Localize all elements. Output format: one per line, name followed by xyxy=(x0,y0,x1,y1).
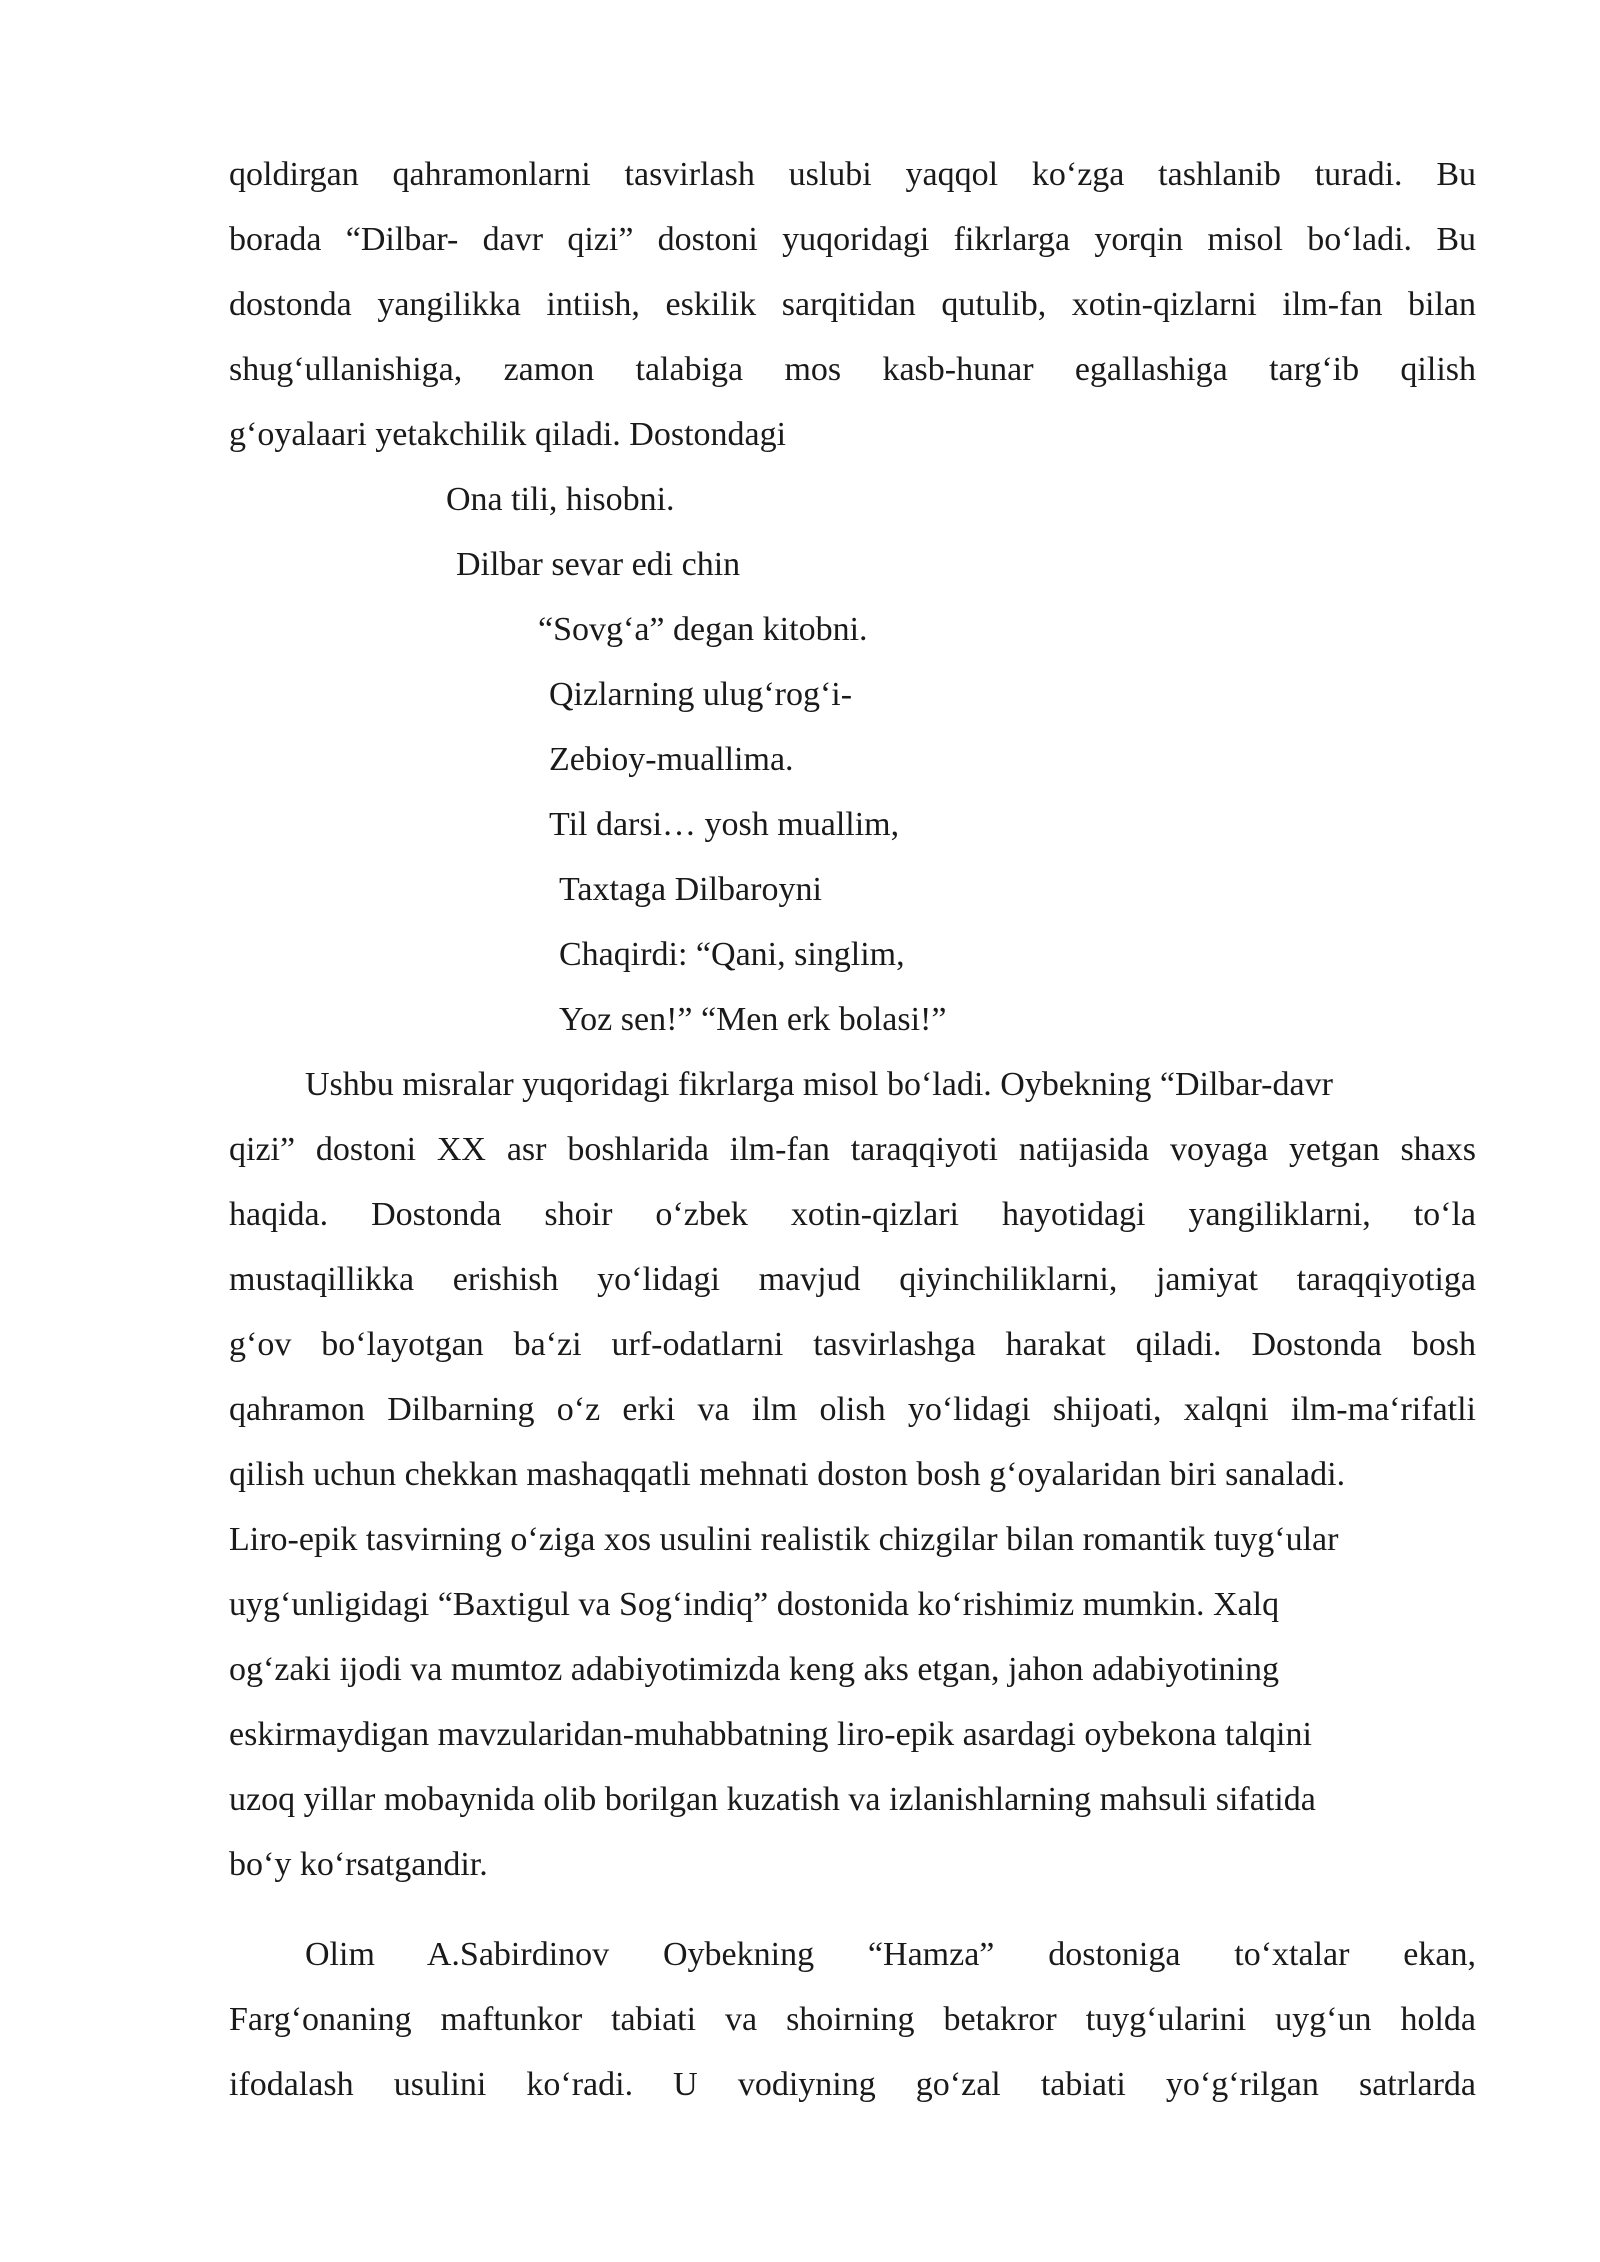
text-line: qoldirgan qahramonlarni tasvirlash uslubi yaqqol ko‘zga tashlanib turadi. Bu xyxy=(229,156,1476,193)
verse-line: Zebioy-muallima. xyxy=(549,741,794,778)
verse-line: Dilbar sevar edi chin xyxy=(456,546,741,583)
text-line: shug‘ullanishiga, zamon talabiga mos kasb-hunar egallashiga targ‘ib qilish xyxy=(229,351,1476,388)
text-line: qahramon Dilbarning o‘z erki va ilm olish yo‘lidagi shijoati, xalqni ilm-ma‘rifatli xyxy=(229,1391,1476,1428)
verse-line: Taxtaga Dilbaroyni xyxy=(559,871,822,908)
text-line: Ushbu misralar yuqoridagi fikrlarga misol bo‘ladi. Oybekning “Dilbar-davr xyxy=(305,1066,1333,1103)
paragraph-3 xyxy=(229,1922,1476,2117)
text-line: og‘zaki ijodi va mumtoz adabiyotimizda keng aks etgan, jahon adabiyotining xyxy=(229,1651,1279,1688)
text-line: eskirmaydigan mavzularidan-muhabbatning liro-epik asardagi oybekona talqini xyxy=(229,1716,1312,1753)
text-line: Liro-epik tasvirning o‘ziga xos usulini realistik chizgilar bilan romantik tuyg‘ular xyxy=(229,1521,1339,1558)
paragraph-1 xyxy=(229,142,1476,467)
text-line: Olim A.Sabirdinov Oybekning “Hamza” dostoniga to‘xtalar ekan, xyxy=(305,1936,1476,1973)
text-line: ifodalash usulini ko‘radi. U vodiyning go‘zal tabiati yo‘g‘rilgan satrlarda xyxy=(229,2066,1476,2103)
text-line: qilish uchun chekkan mashaqqatli mehnati doston bosh g‘oyalaridan biri sanaladi. xyxy=(229,1456,1346,1493)
verse-line: “Sovg‘a” degan kitobni. xyxy=(538,611,868,648)
text-line: uzoq yillar mobaynida olib borilgan kuzatish va izlanishlarning mahsuli sifatida xyxy=(229,1781,1316,1818)
text-line: uyg‘unligidagi “Baxtigul va Sog‘indiq” dostonida ko‘rishimiz mumkin. Xalq xyxy=(229,1586,1280,1623)
verse-quote xyxy=(0,467,1600,1052)
text-line: dostonda yangilikka intiish, eskilik sarqitidan qutulib, xotin-qizlarni ilm-fan bilan xyxy=(229,286,1476,323)
text-line: haqida. Dostonda shoir o‘zbek xotin-qizlari hayotidagi yangiliklarni, to‘la xyxy=(229,1196,1476,1233)
verse-line: Yoz sen!” “Men erk bolasi!” xyxy=(559,1001,947,1038)
text-line: bo‘y ko‘rsatgandir. xyxy=(229,1846,488,1883)
text-line: g‘oyalaari yetakchilik qiladi. Dostondagi xyxy=(229,416,787,453)
text-line: mustaqillikka erishish yo‘lidagi mavjud qiyinchiliklarni, jamiyat taraqqiyotiga xyxy=(229,1261,1476,1298)
paragraph-2 xyxy=(229,1052,1476,1897)
verse-line: Til darsi… yosh muallim, xyxy=(549,806,900,843)
text-line: borada “Dilbar- davr qizi” dostoni yuqoridagi fikrlarga yorqin misol bo‘ladi. Bu xyxy=(229,221,1476,258)
verse-line: Qizlarning ulug‘rog‘i- xyxy=(549,676,853,713)
verse-line: Ona tili, hisobni. xyxy=(446,481,675,518)
text-line: qizi” dostoni XX asr boshlarida ilm-fan taraqqiyoti natijasida voyaga yetgan shaxs xyxy=(229,1131,1476,1168)
text-line: g‘ov bo‘layotgan ba‘zi urf-odatlarni tasvirlashga harakat qiladi. Dostonda bosh xyxy=(229,1326,1476,1363)
text-line: Farg‘onaning maftunkor tabiati va shoirning betakror tuyg‘ularini uyg‘un holda xyxy=(229,2001,1476,2038)
verse-line: Chaqirdi: “Qani, singlim, xyxy=(559,936,905,973)
